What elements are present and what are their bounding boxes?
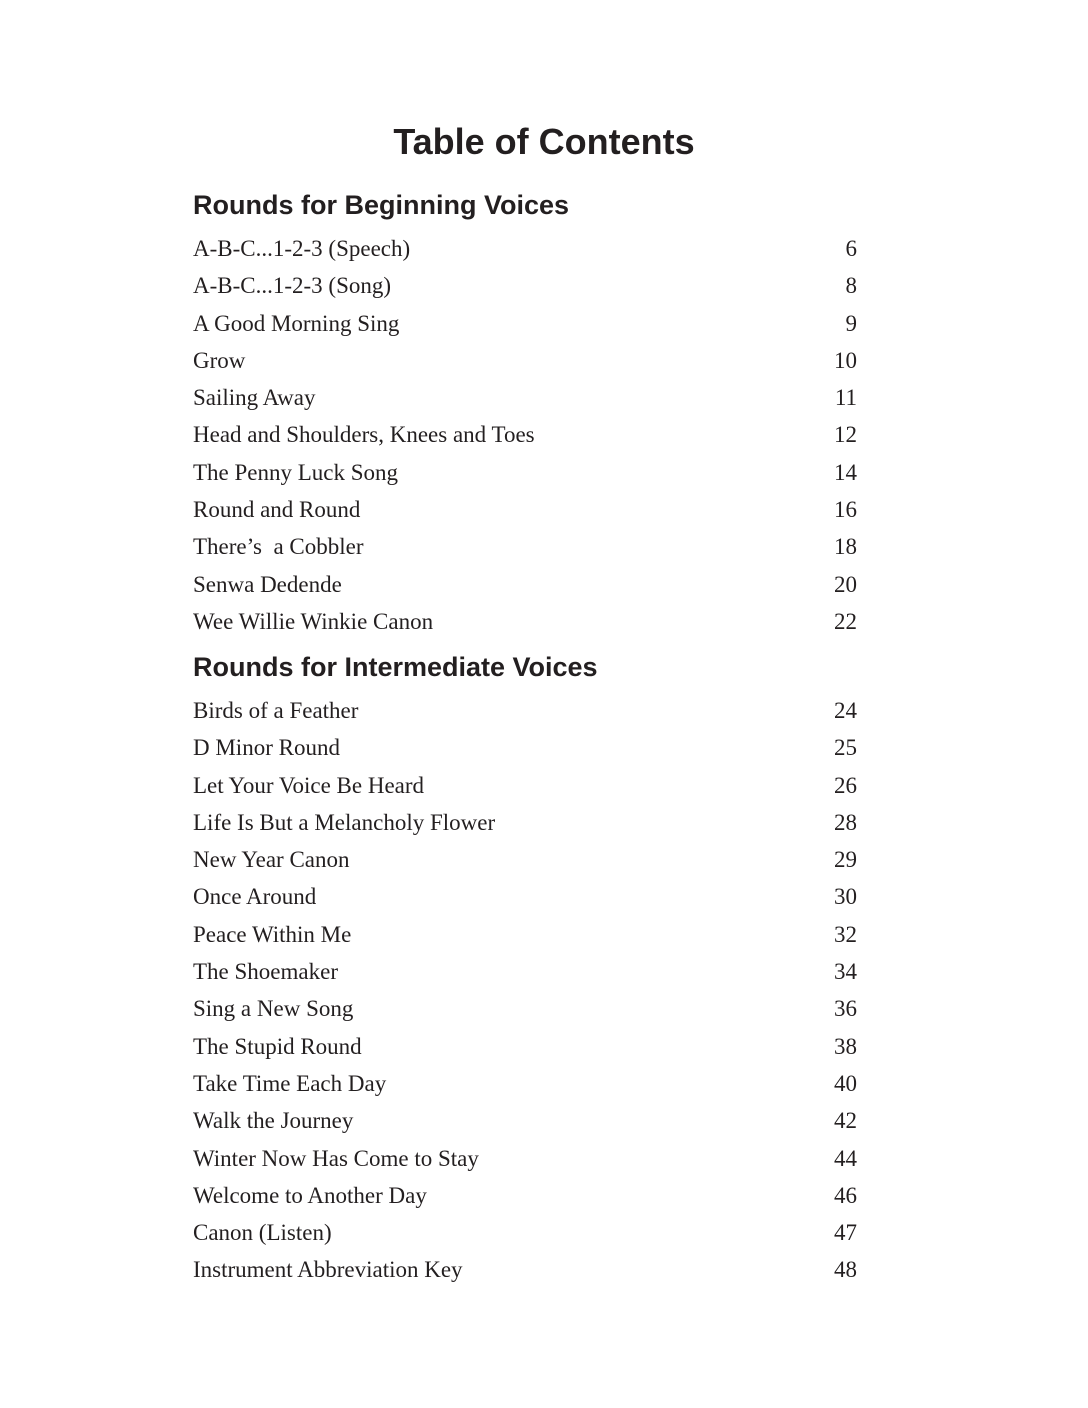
- section-heading: Rounds for Intermediate Voices: [193, 652, 598, 682]
- toc-entry: [193, 1140, 873, 1177]
- toc-entry-page: 16: [834, 497, 857, 523]
- toc-entry: [193, 603, 873, 640]
- toc-entry: [193, 990, 873, 1027]
- toc-entry-page: 18: [834, 534, 857, 560]
- toc-entry: [193, 1028, 873, 1065]
- toc-entry-title: Grow: [193, 347, 246, 373]
- toc-entry: [193, 953, 873, 990]
- toc-entry-title: The Stupid Round: [193, 1033, 362, 1059]
- toc-entry-page: 29: [834, 847, 857, 873]
- toc-entry-page: 36: [834, 996, 857, 1022]
- toc-entry: [193, 878, 873, 915]
- toc-entry-title: A Good Morning Sing: [193, 310, 400, 336]
- toc-entry-title: Head and Shoulders, Knees and Toes: [193, 422, 535, 448]
- toc-entry-page: 11: [834, 385, 857, 411]
- toc-entry: [193, 767, 873, 804]
- toc-entry: [193, 841, 873, 878]
- toc-entry-title: New Year Canon: [193, 847, 350, 873]
- toc-entry-title: Round and Round: [193, 497, 361, 523]
- toc-entry-title: A-B-C...1-2-3 (Speech): [193, 236, 411, 261]
- section-heading: Rounds for Beginning Voices: [193, 190, 570, 220]
- toc-entry: [193, 1102, 873, 1139]
- toc-entry: [193, 1177, 873, 1214]
- toc-entry-page: 10: [834, 347, 857, 373]
- toc-entry-page: 26: [834, 772, 857, 798]
- toc-entry-title: Welcome to Another Day: [193, 1182, 427, 1208]
- toc-entry-page: 6: [845, 236, 857, 261]
- toc-entry: [193, 342, 873, 379]
- toc-entry-page: 42: [834, 1108, 857, 1134]
- toc-entry-page: 40: [834, 1070, 857, 1096]
- toc-entry-title: Canon (Listen): [193, 1220, 332, 1246]
- toc-entry-title: Peace Within Me: [193, 921, 352, 947]
- toc-entry-page: 20: [834, 571, 857, 597]
- toc-entry-title: A-B-C...1-2-3 (Song): [193, 273, 392, 299]
- toc-entry: [193, 305, 873, 342]
- toc-entry-title: Walk the Journey: [193, 1108, 354, 1134]
- toc-entry: [193, 379, 873, 416]
- toc-entry-title: The Shoemaker: [193, 959, 338, 985]
- toc-entry: [193, 528, 873, 565]
- toc-entry-page: 28: [834, 809, 857, 835]
- toc-entry-page: 22: [834, 608, 857, 634]
- toc-entry: [193, 804, 873, 841]
- toc-entry: [193, 916, 873, 953]
- toc-entry-title: Sailing Away: [193, 385, 316, 411]
- toc-entry-title: D Minor Round: [193, 735, 340, 761]
- toc-entry-page: 14: [834, 459, 857, 485]
- toc-entry: [193, 1214, 873, 1251]
- toc-entry: [193, 416, 873, 453]
- toc-entry: [193, 491, 873, 528]
- toc-entry: [193, 692, 873, 729]
- toc-entry-title: Senwa Dedende: [193, 571, 342, 597]
- toc-entry-page: 38: [834, 1033, 857, 1059]
- toc-entry-title: Birds of a Feather: [193, 698, 359, 723]
- section-beginning-voices: [193, 186, 873, 640]
- toc-entry-page: 34: [834, 959, 857, 985]
- toc-entry-title: Sing a New Song: [193, 996, 354, 1022]
- toc-entry: [193, 454, 873, 491]
- toc-entry-page: 24: [834, 698, 857, 723]
- toc-list: [193, 230, 873, 640]
- toc-entry-title: There’s a Cobbler: [193, 534, 364, 560]
- toc-entry-page: 48: [834, 1257, 857, 1283]
- toc-entry-page: 25: [834, 735, 857, 761]
- toc-entry-page: 9: [845, 310, 857, 336]
- toc-entry-title: Take Time Each Day: [193, 1070, 387, 1096]
- toc-entry-page: 30: [834, 884, 857, 910]
- toc-entry-title: The Penny Luck Song: [193, 459, 399, 485]
- toc-list: [193, 692, 873, 1289]
- toc-entry-page: 44: [834, 1145, 857, 1171]
- toc-entry: [193, 1251, 873, 1288]
- toc-entry-title: Once Around: [193, 884, 317, 910]
- toc-entry-title: Wee Willie Winkie Canon: [193, 608, 434, 634]
- section-intermediate-voices: [193, 648, 873, 1289]
- toc-entry-title: Winter Now Has Come to Stay: [193, 1145, 479, 1171]
- toc-entry-page: 8: [845, 273, 857, 299]
- toc-entry: [193, 230, 873, 267]
- toc-entry-page: 32: [834, 921, 857, 947]
- toc-entry-page: 46: [834, 1182, 857, 1208]
- toc-entry: [193, 566, 873, 603]
- toc-entry: [193, 1065, 873, 1102]
- toc-entry-title: Let Your Voice Be Heard: [193, 772, 425, 798]
- toc-entry: [193, 729, 873, 766]
- toc-entry-title: Instrument Abbreviation Key: [193, 1257, 463, 1283]
- toc-entry: [193, 267, 873, 304]
- toc-entry-page: 47: [834, 1220, 857, 1246]
- toc-entry-title: Life Is But a Melancholy Flower: [193, 809, 496, 835]
- toc-entry-page: 12: [834, 422, 857, 448]
- page-title: Table of Contents: [393, 121, 695, 162]
